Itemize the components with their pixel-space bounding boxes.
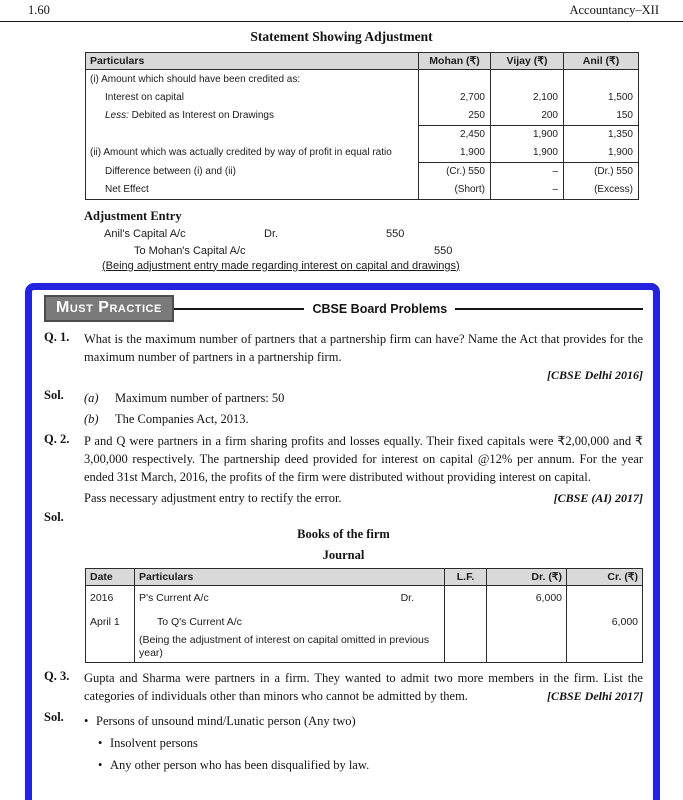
solution-2-label: Sol. bbox=[44, 509, 64, 524]
journal-header-row bbox=[86, 568, 643, 585]
adjustment-entry bbox=[104, 226, 683, 277]
journal-cr-cell: 6,000 bbox=[567, 585, 643, 662]
question-3-text: Gupta and Sharma were partners in a firm. They wanted to admit two more members in the firm. List the categories of individuals other than minors who cannot be admitted by them. bbox=[84, 670, 643, 703]
journal-credit-line: To Mohan's Capital A/c 550 bbox=[134, 245, 453, 257]
bullet-icon: • bbox=[98, 735, 103, 750]
question-3 bbox=[44, 669, 643, 706]
question-3-label: Q. 3. bbox=[44, 668, 70, 683]
solution-3-label: Sol. bbox=[44, 709, 64, 724]
table-header-row bbox=[86, 53, 639, 70]
col-anil: Anil (₹) bbox=[564, 53, 639, 70]
question-3-citation: [CBSE Delhi 2017] bbox=[546, 689, 643, 703]
solution-3-bullet-3: • Any other person who has been disqualified by law. bbox=[98, 754, 643, 776]
question-1-label: Q. 1. bbox=[44, 329, 70, 344]
question-2-instruction-row bbox=[44, 486, 643, 507]
journal-table bbox=[85, 568, 643, 663]
solution-1-item-b: (b) The Companies Act, 2013. bbox=[84, 411, 249, 426]
statement-table bbox=[85, 52, 639, 200]
journal-title: Journal bbox=[322, 547, 365, 562]
table-row: Difference between (i) and (ii) (Cr.) 550 – (Dr.) 550 bbox=[86, 162, 639, 181]
solution-2 bbox=[44, 510, 643, 525]
solution-3 bbox=[44, 710, 643, 776]
cbse-board-problems-title: CBSE Board Problems bbox=[312, 301, 448, 316]
must-practice-badge: Must Practice bbox=[44, 295, 174, 322]
journal-narration: (Being adjustment entry made regarding interest on capital and drawings) bbox=[102, 259, 460, 272]
journal-debit-line: Anil's Capital A/c Dr. 550 bbox=[104, 228, 405, 240]
books-of-the-firm-title: Books of the firm bbox=[297, 526, 390, 541]
must-practice-header bbox=[44, 296, 643, 322]
table-row: Net Effect (Short) – (Excess) bbox=[86, 181, 639, 200]
solution-1 bbox=[44, 388, 643, 430]
table-row: (ii) Amount which was actually credited by way of profit in equal ratio 1,900 1,900 1,900 bbox=[86, 144, 639, 163]
page-header-title: Accountancy–XII bbox=[569, 3, 659, 17]
journal-lf-cell bbox=[445, 585, 487, 662]
col-cr: Cr. (₹) bbox=[567, 568, 643, 585]
col-vijay: Vijay (₹) bbox=[491, 53, 564, 70]
question-2 bbox=[44, 432, 643, 486]
question-1 bbox=[44, 330, 643, 366]
col-particulars: Particulars bbox=[86, 53, 419, 70]
journal-dr-cell: 6,000 bbox=[487, 585, 567, 662]
solution-3-bullet-1: • Persons of unsound mind/Lunatic person (Any two) bbox=[84, 710, 643, 732]
rule-right bbox=[455, 308, 643, 310]
must-practice-box bbox=[25, 283, 660, 800]
journal-particulars-cell: P's Current A/c Dr. To Q's Current A/c (Being the adjustment of interest on capital omitted in previous year) bbox=[135, 585, 445, 662]
bullet-icon: • bbox=[98, 757, 103, 772]
page-number: 1.60 bbox=[28, 3, 50, 17]
rule-left bbox=[174, 308, 305, 310]
question-2-text: P and Q were partners in a firm sharing profits and losses equally. Their fixed capitals were ₹2,00,000 and ₹ 3,00,000 respectively. The partnership deed provided for interest on capital @12% per annum. For the year ended 31st March, 2016, the profits of the firm were distributed without providing interest on capital. bbox=[84, 433, 643, 484]
adjustment-entry-title: Adjustment Entry bbox=[84, 208, 182, 223]
journal-narration: (Being the adjustment of interest on capital omitted in previous year) bbox=[139, 633, 430, 659]
less-label: Less: bbox=[105, 110, 129, 122]
question-2-label: Q. 2. bbox=[44, 431, 70, 446]
col-dr: Dr. (₹) bbox=[487, 568, 567, 585]
journal-entry-row bbox=[86, 585, 643, 662]
table-row: 2,450 1,900 1,350 bbox=[86, 125, 639, 144]
bullet-icon: • bbox=[84, 713, 89, 728]
table-row: Less: Debited as Interest on Drawings 250 200 150 bbox=[86, 107, 639, 126]
solution-3-bullet-2: • Insolvent persons bbox=[98, 732, 643, 754]
table-row: (i) Amount which should have been credited as: bbox=[86, 70, 639, 89]
question-2-citation: [CBSE (AI) 2017] bbox=[553, 490, 643, 505]
col-lf: L.F. bbox=[445, 568, 487, 585]
col-date: Date bbox=[86, 568, 135, 585]
question-1-text: What is the maximum number of partners that a partnership firm can have? Name the Act that provides for the maximum number of partners in a partnership firm. bbox=[84, 331, 643, 364]
col-mohan: Mohan (₹) bbox=[419, 53, 491, 70]
solution-1-label: Sol. bbox=[44, 387, 64, 402]
col-particulars: Particulars bbox=[135, 568, 445, 585]
solution-1-item-a: (a) Maximum number of partners: 50 bbox=[84, 390, 285, 405]
page-header bbox=[0, 0, 683, 18]
journal-date-cell: 2016 April 1 bbox=[86, 585, 135, 662]
question-2-instruction: Pass necessary adjustment entry to rectify the error. bbox=[84, 490, 342, 505]
statement-title: Statement Showing Adjustment bbox=[250, 29, 433, 44]
question-1-citation: [CBSE Delhi 2016] bbox=[546, 367, 643, 382]
table-row: Interest on capital 2,700 2,100 1,500 bbox=[86, 88, 639, 107]
header-rule bbox=[0, 21, 683, 22]
